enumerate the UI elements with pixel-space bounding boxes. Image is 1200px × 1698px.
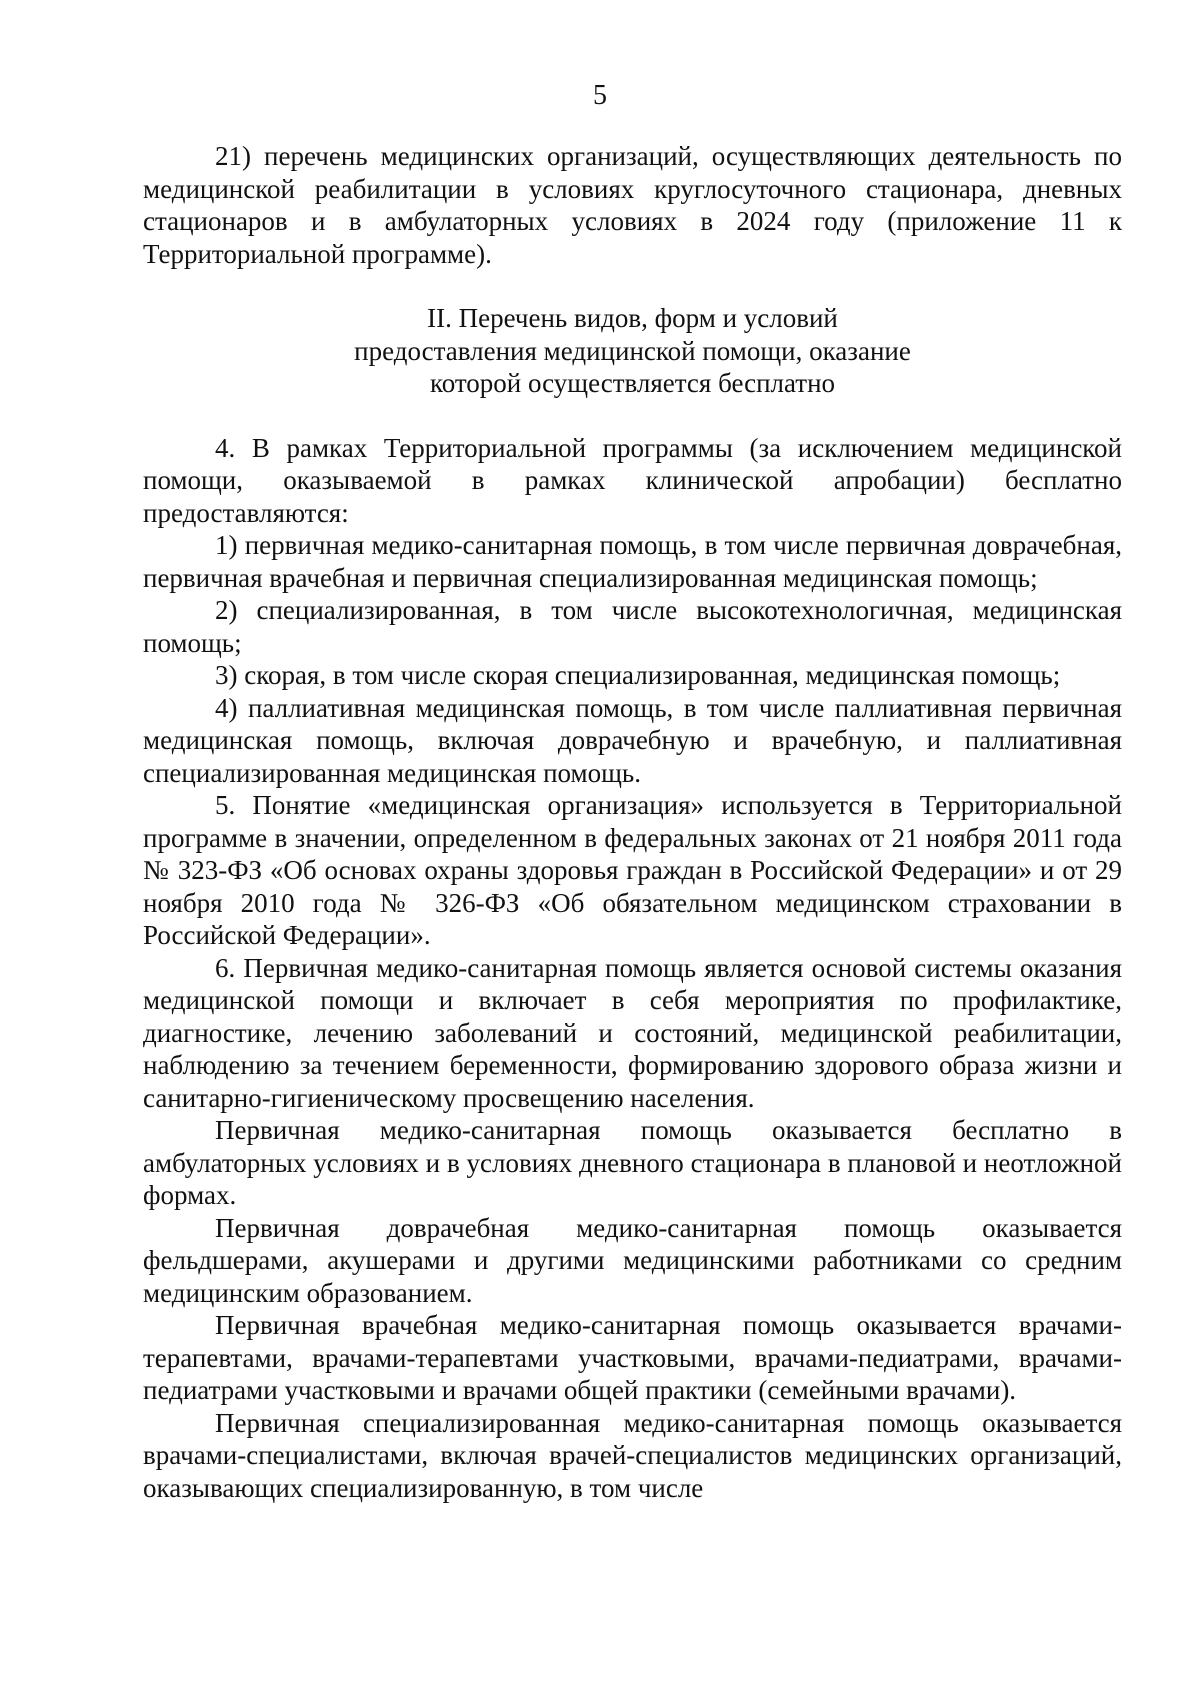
paragraph-primary-care: Первичная медико-санитарная помощь оказывается бесплатно в амбулаторных условиях и в условиях дневного стационара в плановой и неотложной формах.: [143, 1115, 1122, 1210]
paragraph-specialized-care: Первичная специализированная медико-санитарная помощь оказывается врачами-специалистами, включая врачей-специалистов медицинских организаций, оказывающих специализированную, в том числе: [143, 1407, 1122, 1503]
section-title-line: II. Перечень видов, форм и условий: [427, 303, 838, 333]
paragraph-4: 4. В рамках Территориальной программы (за исключением медицинской помощи, оказываемой в рамках клинической апробации) бесплатно предоставляются:: [143, 432, 1122, 528]
paragraph-doctor-care: Первичная врачебная медико-санитарная помощь оказывается врачами-терапевтами, врачами-терапевтами участковыми, врачами-педиатрами, врачами-педиатрами участковыми и врачами общей практики (семейными врачами).: [143, 1310, 1122, 1405]
list-item-4: 4) паллиативная медицинская помощь, в том числе паллиативная первичная медицинская помощь, включая доврачебную и врачебную, и паллиативная специализированная медицинская помощь.: [143, 692, 1122, 788]
paragraph-pre-doctor-care: Первичная доврачебная медико-санитарная помощь оказывается фельдшерами, акушерами и другими медицинскими работниками со средним медицинским образованием.: [143, 1212, 1122, 1308]
document-body: [143, 140, 1122, 1504]
list-item-2: 2) специализированная, в том числе высокотехнологичная, медицинская помощь;: [143, 595, 1122, 658]
list-item-3: 3) скорая, в том числе скорая специализированная, медицинская помощь;: [215, 660, 1061, 690]
paragraph-5: 5. Понятие «медицинская организация» используется в Территориальной программе в значении, определенном в федеральных законах от 21 ноября 2011 года № 323-ФЗ «Об основах охраны здоровья граждан в Российской Федерации» и от 29 ноября 2010 года № 326-ФЗ «Об обязательном медицинском страховании в Российской Федерации».: [143, 790, 1122, 950]
page-number: 5: [593, 80, 607, 111]
paragraph-item-21: 21) перечень медицинских организаций, осуществляющих деятельность по медицинской реабилитации в условиях круглосуточного стационара, дневных стационаров и в амбулаторных условиях в 2024 году (приложение 11 к Территориальной программе).: [143, 141, 1122, 269]
section-title: [143, 270, 1122, 432]
section-title-line: предоставления медицинской помощи, оказание: [354, 335, 911, 366]
section-title-line: которой осуществляется бесплатно: [429, 368, 836, 398]
paragraph-6: 6. Первичная медико-санитарная помощь является основой системы оказания медицинской помощи и включает в себя мероприятия по профилактике, диагностике, лечению заболеваний и состояний, медицинской реабилитации, наблюдению за течением беременности, формированию здорового образа жизни и санитарно-гигиеническому просвещению населения.: [143, 952, 1122, 1113]
list-item-1: 1) первичная медико-санитарная помощь, в том числе первичная доврачебная, первичная врачебная и первичная специализированная медицинская помощь;: [143, 530, 1122, 593]
